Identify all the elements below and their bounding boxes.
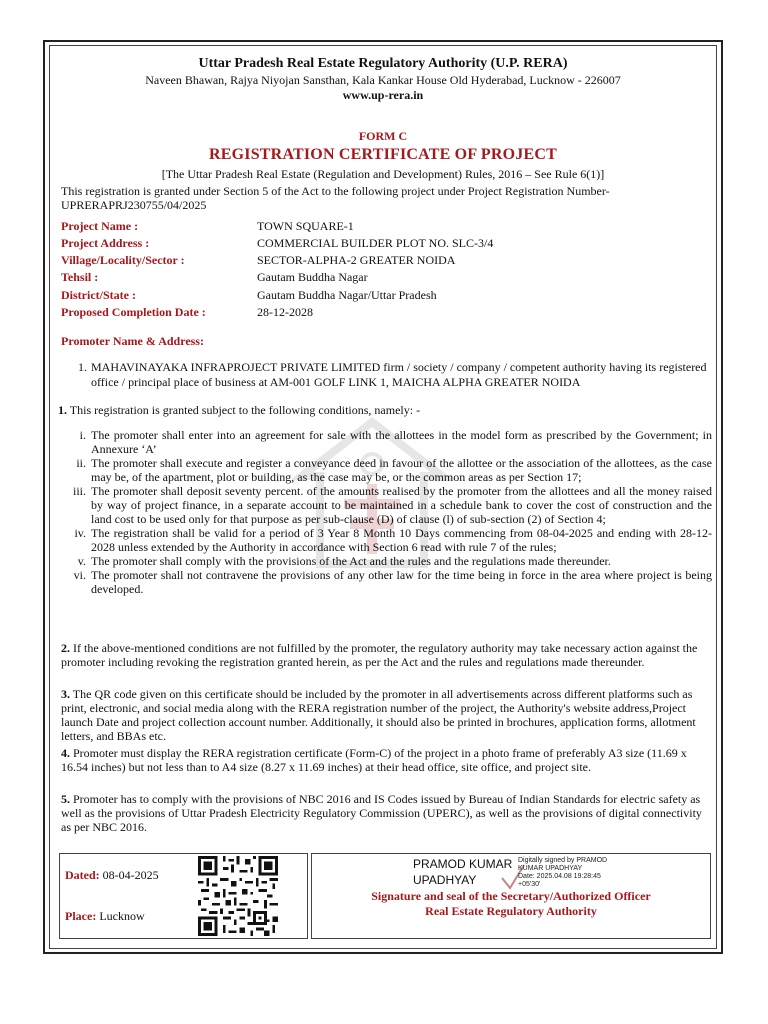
field-value: 28-12-2028 [257,305,313,319]
field-value: TOWN SQUARE-1 [257,219,354,233]
paragraph-4 [61,746,711,774]
field-label: Village/Locality/Sector : [61,253,185,267]
field-label: Project Name : [61,219,139,233]
signer-name-line2: UPADHYAY [413,873,477,887]
paragraph-number: 3. [61,687,70,701]
condition-number: v. [77,554,86,568]
project-address-row [61,236,711,253]
project-name-row [61,219,711,236]
condition-text: The promoter shall not contravene the provisions of any other law for the time being in force in the area where project is being developed. [91,568,712,596]
paragraph-number: 5. [61,792,70,806]
field-label: District/State : [61,288,136,302]
field-label: Project Address : [61,236,150,250]
condition-number: i. [79,428,86,442]
paragraph-text: Promoter must display the RERA registration certificate (Form-C) of the project in a photo frame of preferably A3 size (11.69 x 16.54 inches) but not less than to A4 size (8.27 x 11.69 inches) at their head office, site office, and project site. [61,746,687,774]
signature-authority: Real Estate Regulatory Authority [425,904,597,918]
authority-name: Uttar Pradesh Real Estate Regulatory Authority (U.P. RERA) [198,56,568,71]
condition-text: The promoter shall deposit seventy percent. of the amounts realised by the promoter from the allottees and all the money raised by way of project finance, in a separate account to be maintained in a schedule bank to cover the cost of construction and the land cost to be used only for that purpose as per sub-clause (D) of clause (l) of sub-section (2) of Section 4; [91,484,712,526]
condition-item [58,568,712,596]
paragraph-text: Promoter has to comply with the provisions of NBC 2016 and IS Codes issued by Bureau of Indian Standards for electric safety as well as the provisions of Uttar Pradesh Electricity Regulatory Commission (UPERC), as well as the provisions of digital connectivity as per NBC 2016. [61,792,702,834]
promoter-text: MAHAVINAYAKA INFRAPROJECT PRIVATE LIMITED firm / society / company / competent authority having its registered office / principal place of business at AM-001 GOLF LINK 1, MAICHA ALPHA GREATER NOIDA [91,360,707,389]
condition-number: iv. [74,526,86,540]
digital-signature-line: Digitally signed by PRAMOD [518,857,608,864]
paragraph-text: If the above-mentioned conditions are not fulfilled by the promoter, the regulatory authority may take necessary action against the promoter including revoking the registration granted herein, as per the Act and the rules and regulations made thereunder. [61,641,698,669]
registration-intro: This registration is granted under Section 5 of the Act to the following project under Project Registration Number-UPRERAPRJ230755/04/2025 [61,184,610,212]
field-label: Tehsil : [61,270,99,284]
digital-signature-line: +05'30' [518,881,541,888]
certificate-title: REGISTRATION CERTIFICATE OF PROJECT [209,146,557,163]
condition-number: vi. [73,568,86,582]
field-value: Gautam Buddha Nagar/Uttar Pradesh [257,288,437,302]
dated-label: Dated: [65,868,100,882]
place-value: Lucknow [99,909,145,923]
condition-number: iii. [72,484,86,498]
conditions-list [58,428,712,596]
paragraph-2 [61,641,711,669]
condition-item [58,554,712,568]
project-locality-row [61,253,711,270]
place-line [65,909,145,924]
paragraph-number: 2. [61,641,70,655]
condition-text: The promoter shall enter into an agreement for sale with the allottees in the model form as prescribed by the Government; in Annexure ‘A’ [91,428,712,456]
qr-code-icon[interactable] [198,856,278,936]
paragraph-text: The QR code given on this certificate should be included by the promoter in all advertisements across different platforms such as print, electronic, and social media along with the RERA registration number of the project, the Authority's website address,Project launch Date and project collection account number. Additionally, it should also be printed in brochures, application forms, allotment letters, and BBAs etc. [61,687,696,743]
project-district-row [61,288,711,305]
digital-signature-details [518,857,607,889]
rules-reference: [The Uttar Pradesh Real Estate (Regulation and Development) Rules, 2016 – See Rule 6(1)] [161,167,605,181]
condition-item [58,526,712,554]
project-completion-row [61,305,711,322]
dated-line [65,868,159,883]
form-label: FORM C [358,129,408,143]
promoter-heading: Promoter Name & Address: [61,334,204,348]
field-label: Proposed Completion Date : [61,305,206,319]
condition-text: The registration shall be valid for a period of 3 Year 8 Month 10 Days commencing from 08-04-2025 and ending with 28-12-2028 unless extended by the Authority in accordance with Section 6 read with rule 7 of the rules; [91,526,712,554]
field-value: Gautam Buddha Nagar [257,270,368,284]
condition-item [58,484,712,526]
field-value: COMMERCIAL BUILDER PLOT NO. SLC-3/4 [257,236,494,250]
digital-signature-line: Date: 2025.04.08 19:28:45 [518,873,601,880]
condition-text: The promoter shall comply with the provisions of the Act and the rules and the regulations made thereunder. [91,554,611,568]
signer-name [413,856,512,888]
promoter-number: 1. [78,360,87,374]
digital-signature-line: KUMAR UPADHYAY [518,865,583,872]
signature-title: Signature and seal of the Secretary/Authorized Officer [371,889,651,903]
dated-value: 08-04-2025 [102,868,159,882]
paragraph-number: 4. [61,746,70,760]
conditions-heading-text: This registration is granted subject to the following conditions, namely: - [69,403,421,417]
condition-item [58,428,712,456]
place-label: Place: [65,909,97,923]
signer-name-line1: PRAMOD KUMAR [413,857,513,871]
authority-website[interactable]: www.up-rera.in [342,88,424,102]
paragraph-5 [61,792,711,834]
conditions-number: 1. [58,403,67,417]
authority-address: Naveen Bhawan, Rajya Niyojan Sansthan, Kala Kankar House Old Hyderabad, Lucknow - 226007 [145,73,621,87]
condition-text: The promoter shall execute and register a conveyance deed in favour of the allottee or the association of the allottees, as the case may be, of the apartment, plot or building, as the case may be, or the common areas as per Section 17; [91,456,712,484]
conditions-heading [58,403,420,418]
condition-number: ii. [76,456,86,470]
condition-item [58,456,712,484]
field-value: SECTOR-ALPHA-2 GREATER NOIDA [257,253,456,267]
project-tehsil-row [61,270,711,287]
paragraph-3 [61,687,711,743]
